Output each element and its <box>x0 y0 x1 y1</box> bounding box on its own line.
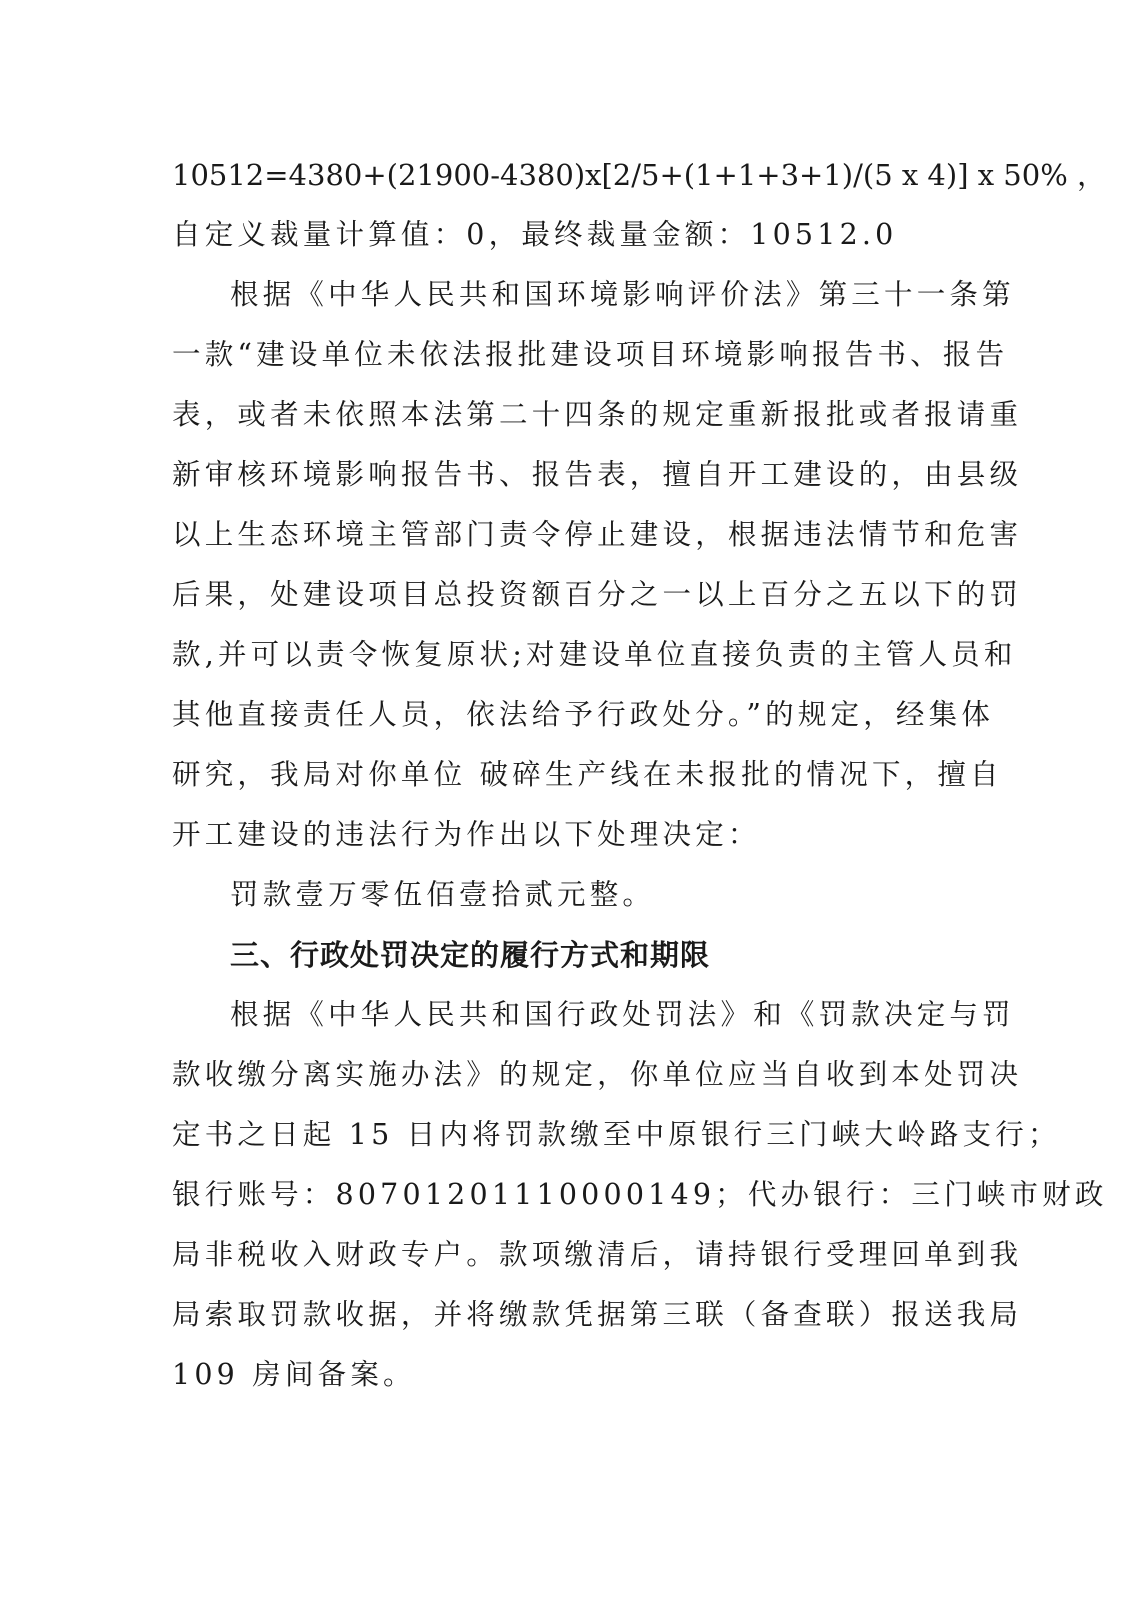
paragraph-line: 以上生态环境主管部门责令停止建设，根据违法情节和危害 <box>172 518 1023 551</box>
penalty-formula-line: 10512=4380+(21900-4380)x[2/5+(1+1+3+1)/(5 x 4)] x 50% ， <box>172 158 1106 192</box>
paragraph-line: 新审核环境影响报告书、报告表，擅自开工建设的，由县级 <box>172 458 1023 491</box>
penalty-amount-line: 自定义裁量计算值：0，最终裁量金额：10512.0 <box>172 218 898 251</box>
paragraph-line: 109 房间备案。 <box>172 1358 416 1391</box>
paragraph-line: 款,并可以责令恢复原状;对建设单位直接负责的主管人员和 <box>172 638 1017 671</box>
paragraph-line: 后果，处建设项目总投资额百分之一以上百分之五以下的罚 <box>172 578 1023 611</box>
paragraph-line: 局非税收入财政专户。款项缴清后，请持银行受理回单到我 <box>172 1238 1023 1271</box>
paragraph-line: 研究，我局对你单位 破碎生产线在未报批的情况下，擅自 <box>172 758 1003 791</box>
paragraph-line: 局索取罚款收据，并将缴款凭据第三联（备查联）报送我局 <box>172 1298 1023 1331</box>
paragraph-line: 开工建设的违法行为作出以下处理决定： <box>172 818 761 851</box>
paragraph-line: 一款“建设单位未依法报批建设项目环境影响报告书、报告 <box>172 338 1009 371</box>
penalty-decision-line: 罚款壹万零伍佰壹拾贰元整。 <box>230 878 656 911</box>
paragraph-line: 表，或者未依照本法第二十四条的规定重新报批或者报请重 <box>172 398 1023 431</box>
paragraph-line: 定书之日起 15 日内将罚款缴至中原银行三门峡大岭路支行； <box>172 1118 1061 1151</box>
section-heading: 三、行政处罚决定的履行方式和期限 <box>230 938 711 972</box>
paragraph-line: 款收缴分离实施办法》的规定，你单位应当自收到本处罚决 <box>172 1058 1023 1091</box>
paragraph-line: 其他直接责任人员，依法给予行政处分。”的规定，经集体 <box>172 698 995 731</box>
paragraph-line: 银行账号：80701201110000149；代办银行：三门峡市财政 <box>172 1178 1108 1211</box>
paragraph-line: 根据《中华人民共和国行政处罚法》和《罚款决定与罚 <box>230 998 1015 1031</box>
paragraph-line: 根据《中华人民共和国环境影响评价法》第三十一条第 <box>230 278 1015 311</box>
